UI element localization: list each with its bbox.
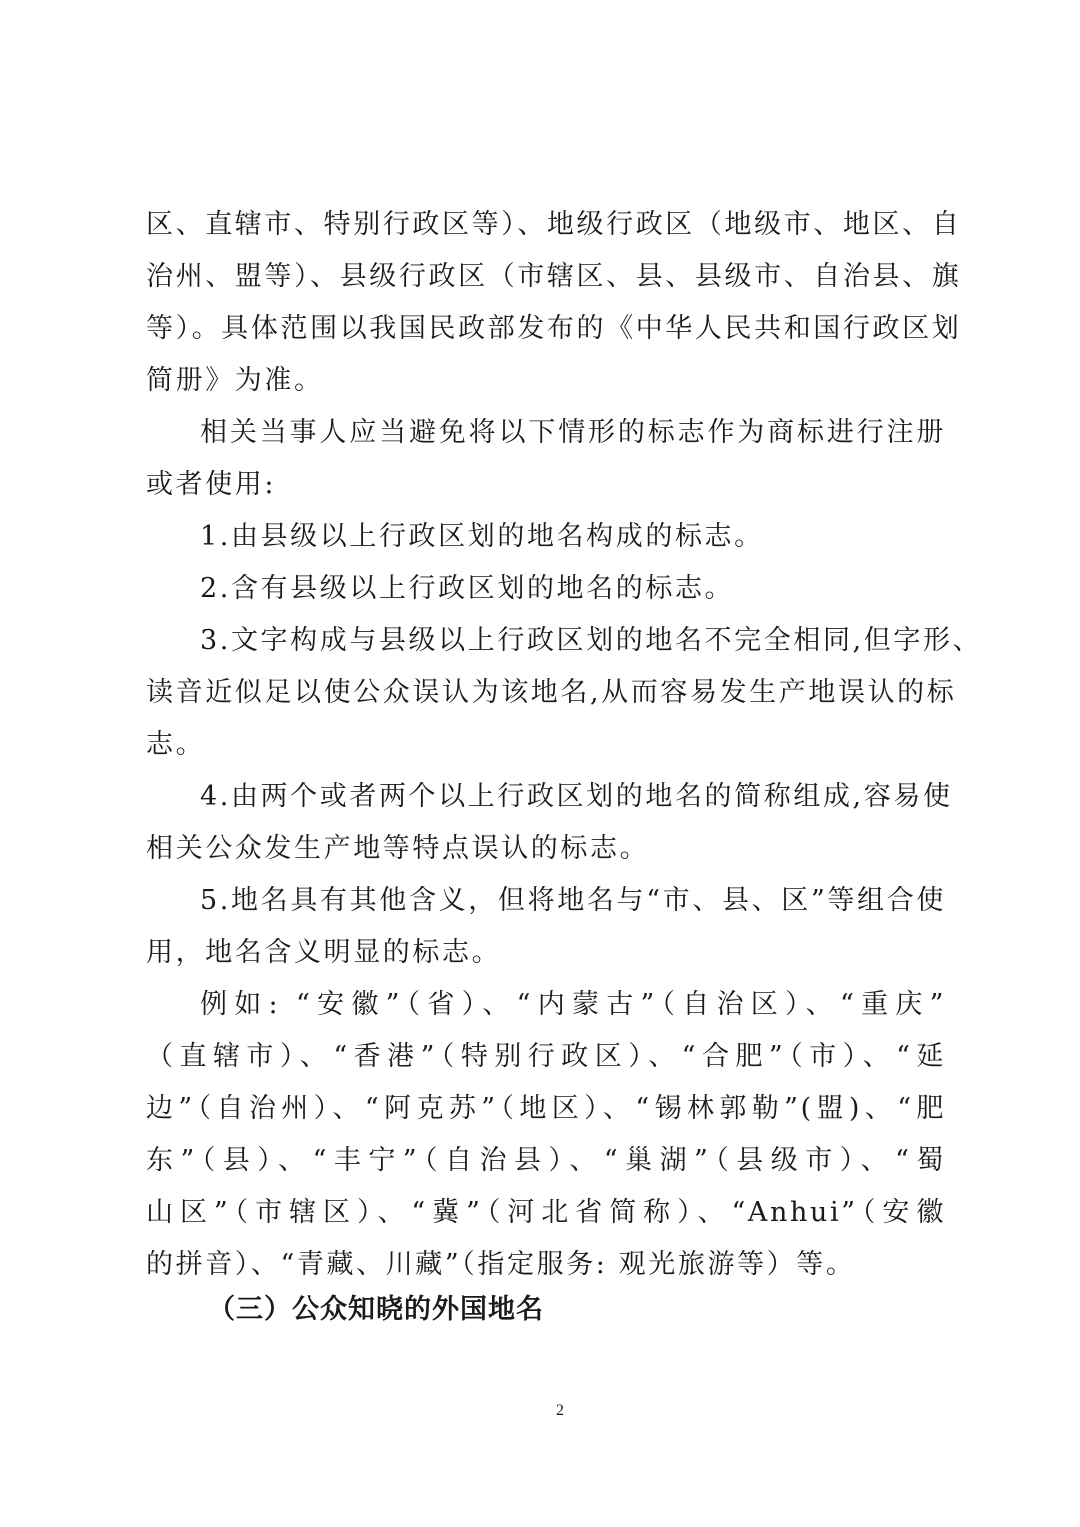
text-line: 山区”（市辖区）、“冀”（河北省简称）、“Anhui”（安徽	[146, 1197, 946, 1228]
list-item: 5.地名具有其他含义，但将地名与“市、县、区”等组合使	[200, 885, 946, 916]
list-item: 3.文字构成与县级以上行政区划的地名不完全相同,但字形、	[200, 625, 983, 656]
text-line: 相关当事人应当避免将以下情形的标志作为商标进行注册	[200, 417, 946, 448]
text-line: （直辖市）、“香港”（特别行政区）、“合肥”（市）、“延	[146, 1041, 946, 1072]
list-item: 2.含有县级以上行政区划的地名的标志。	[200, 573, 735, 604]
text-line: 治州、盟等）、县级行政区（市辖区、县、县级市、自治县、旗	[146, 261, 962, 292]
list-item: 1.由县级以上行政区划的地名构成的标志。	[200, 521, 764, 552]
text-line: 用，地名含义明显的标志。	[146, 937, 502, 968]
list-item: 4.由两个或者两个以上行政区划的地名的简称组成,容易使	[200, 781, 953, 812]
text-line: 东”（县）、“丰宁”（自治县）、“巢湖”（县级市）、“蜀	[146, 1145, 946, 1176]
text-line: 的拼音）、“青藏、川藏”（指定服务: 观光旅游等）等。	[146, 1249, 856, 1280]
text-line: 读音近似足以使公众误认为该地名,从而容易发生产地误认的标	[146, 677, 957, 708]
text-line: 或者使用:	[146, 469, 277, 500]
page-number: 2	[556, 1402, 564, 1419]
text-line: 边”（自治州）、“阿克苏”（地区）、“锡林郭勒”(盟)、“肥	[146, 1093, 946, 1124]
text-line: 相关公众发生产地等特点误认的标志。	[146, 833, 650, 864]
text-line: 志。	[146, 729, 206, 760]
text-line: 例如: “安徽”（省）、“内蒙古”（自治区）、“重庆”	[200, 989, 946, 1020]
text-line: 等）。具体范围以我国民政部发布的《中华人民共和国行政区划	[146, 313, 962, 344]
section-heading: （三）公众知晓的外国地名	[208, 1294, 544, 1325]
text-line: 简册》为准。	[146, 365, 324, 396]
text-line: 区、直辖市、特别行政区等）、地级行政区（地级市、地区、自	[146, 209, 962, 240]
